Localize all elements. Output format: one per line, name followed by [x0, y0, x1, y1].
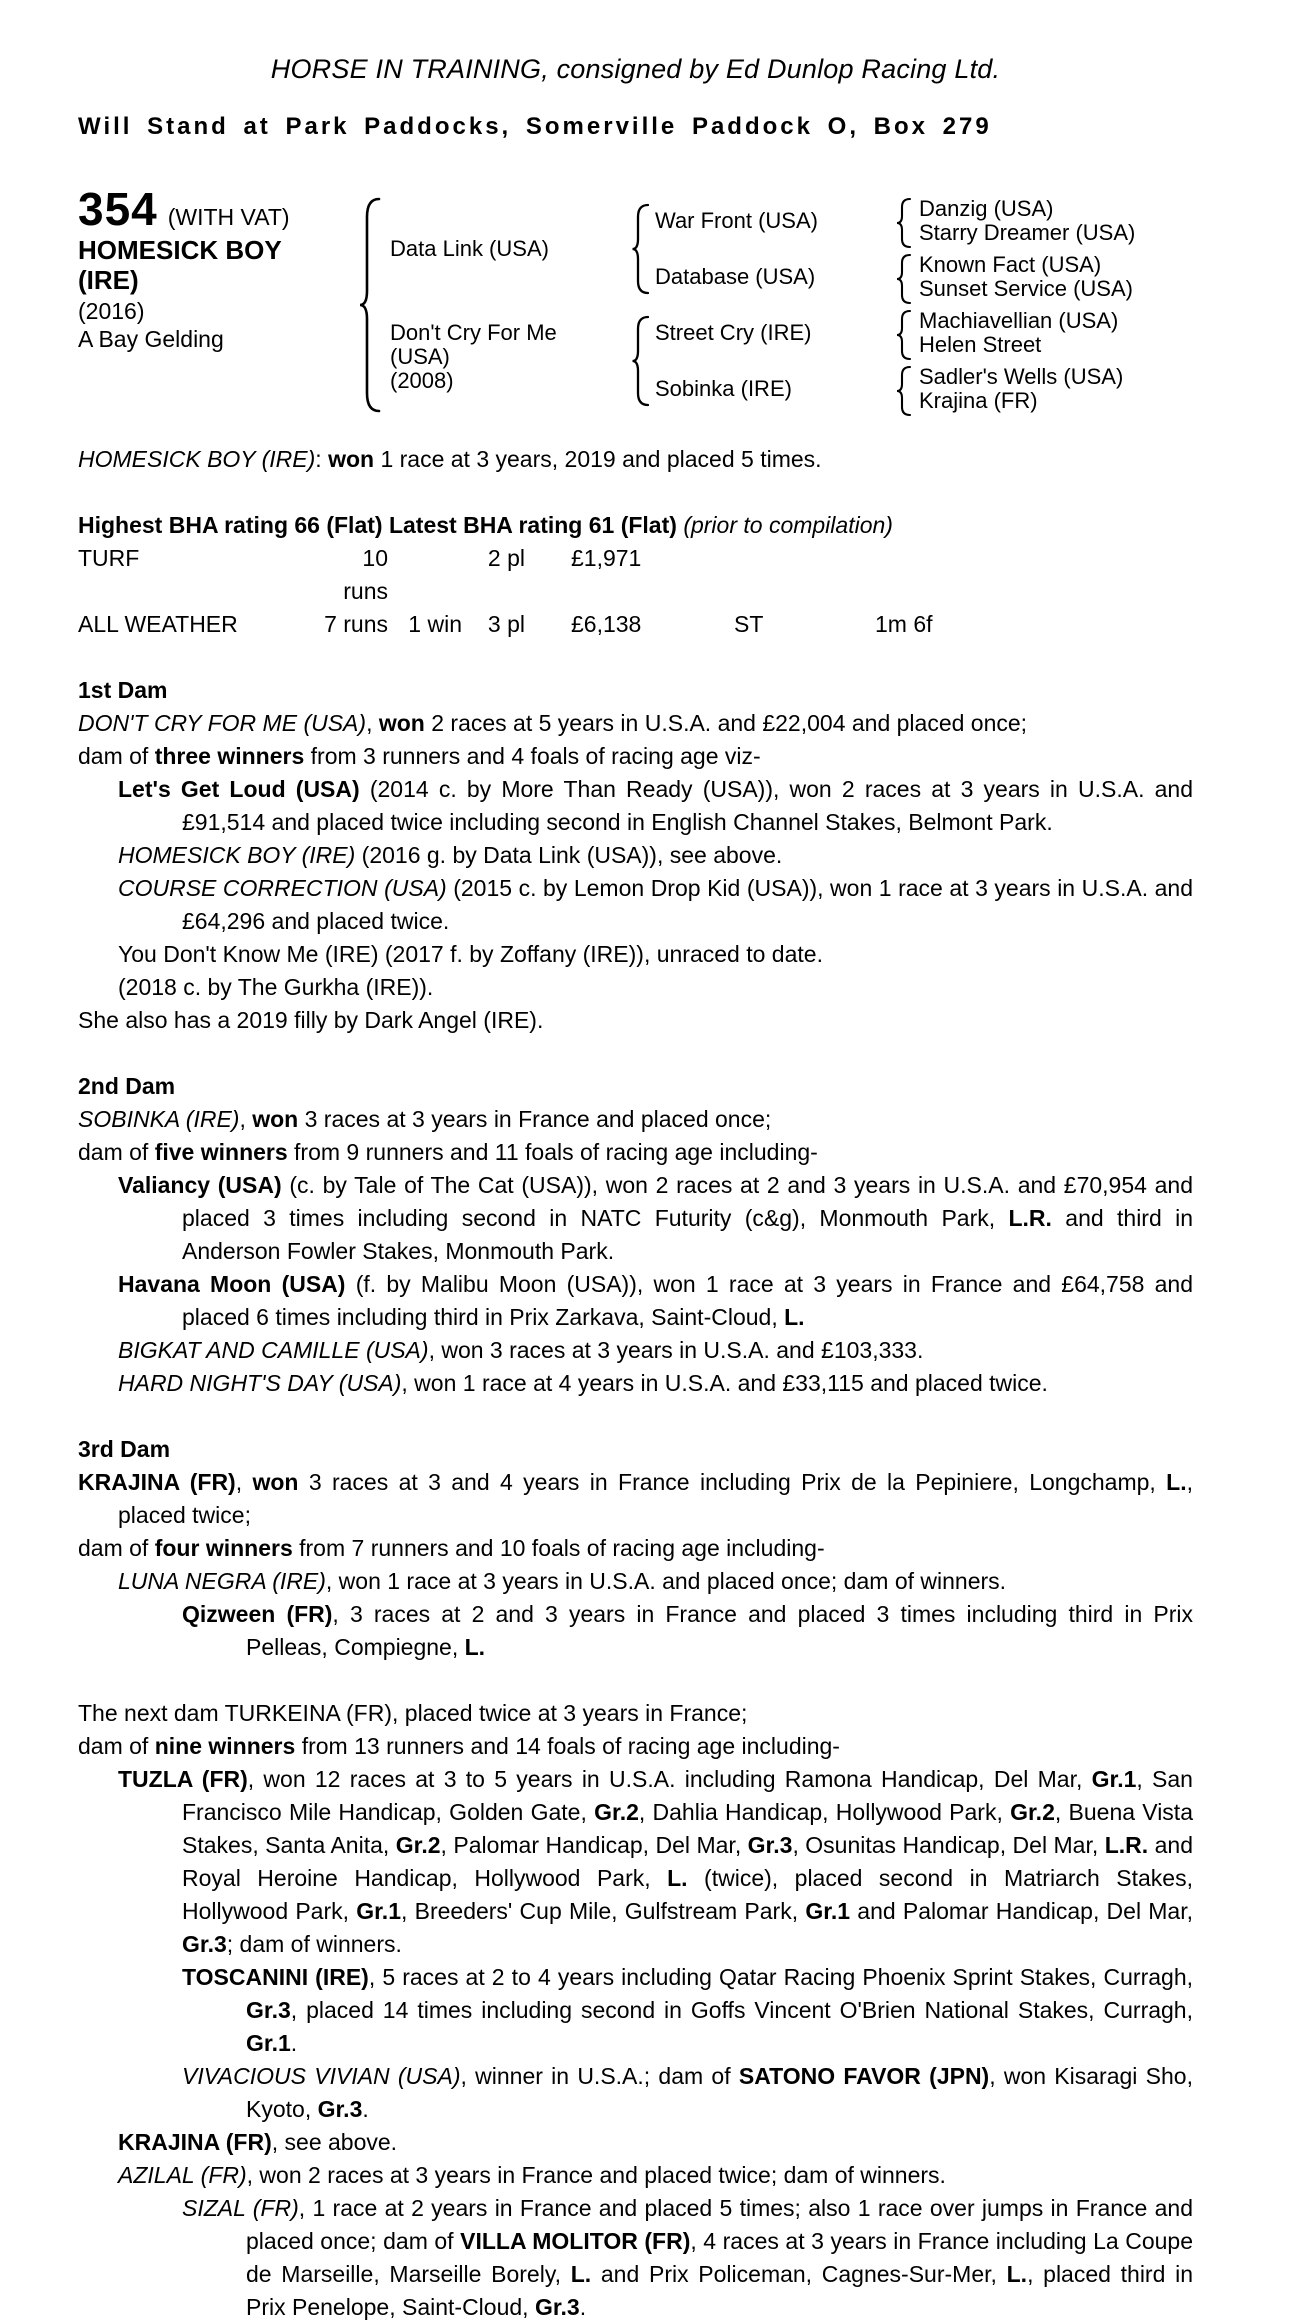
lot-block [78, 183, 368, 353]
stats-wins [388, 542, 462, 608]
pedigree-paragraph [78, 1598, 1193, 1664]
text-segment: 3 races at 3 and 4 years in France including Prix de la Pepiniere, Longchamp, [298, 1469, 1167, 1495]
section-heading: 1st Dam [78, 677, 168, 703]
text-segment: , won 1 race at 3 years in U.S.A. and placed once; dam of winners. [325, 1568, 1007, 1594]
text-segment: , [366, 710, 379, 736]
text-segment: , placed third in Prix Penelope, Saint-Cloud, [246, 2261, 1193, 2320]
text-segment: , won Kisaragi Sho, Kyoto, [246, 2063, 1193, 2122]
pedigree-paragraph [78, 1763, 1193, 1961]
horse-name [78, 235, 368, 295]
text-segment: COURSE CORRECTION (USA) [118, 875, 447, 901]
text-segment: HARD NIGHT'S DAY (USA) [118, 1370, 402, 1396]
pedigree-gen3-name: Street Cry (IRE) [655, 320, 812, 345]
text-segment: TUZLA (FR) [118, 1766, 248, 1792]
text-segment: L. [1006, 2261, 1028, 2287]
text-segment: Gr.1 [1091, 1766, 1137, 1792]
stats-earnings: £1,971 [571, 545, 642, 571]
text-segment: AZILAL (FR) [118, 2162, 247, 2188]
text-segment: , 4 races at 3 years in France including La Coupe de Marseille, Marseille Borely, [246, 2228, 1194, 2287]
text-segment: , [239, 1106, 253, 1132]
pedigree-gen3-name: Database (USA) [655, 264, 816, 289]
race-stats-row [78, 608, 1193, 641]
pedigree-brace-icon [631, 203, 651, 295]
text-segment: , Palomar Handicap, Del Mar, [440, 1832, 748, 1858]
text-segment: L. [667, 1865, 688, 1891]
text-segment: L. [1166, 1469, 1187, 1495]
pedigree-brace-icon [358, 197, 382, 413]
pedigree-gen4-name: Danzig (USA) [919, 196, 1054, 221]
text-segment: (2014 c. by More Than Ready (USA)), won 2 races at 3 years in U.S.A. and £91,514 and placed twice including second in English Channel Stakes, Belmont Park. [182, 776, 1193, 835]
stats-earnings: £6,138 [571, 611, 642, 637]
pedigree-table [78, 183, 1193, 413]
text-segment: (2018 c. by The Gurkha (IRE)). [118, 974, 434, 1000]
pedigree-brace-icon [896, 253, 913, 305]
text-segment: Valiancy (USA) [118, 1172, 282, 1198]
text-segment: Gr.3 [182, 1931, 227, 1957]
pedigree-brace-icon [896, 309, 913, 361]
text-segment: and third in Anderson Fowler Stakes, Monmouth Park. [182, 1205, 1193, 1264]
pedigree-gen4-name: Sunset Service (USA) [919, 276, 1133, 301]
text-segment: , 5 races at 2 to 4 years including Qatar Racing Phoenix Sprint Stakes, Curragh, [368, 1964, 1193, 1990]
pedigree-gen3-name: War Front (USA) [655, 208, 818, 233]
text-segment: L. [464, 1634, 486, 1660]
pedigree-paragraph [78, 971, 1193, 1004]
text-segment: L.R. [1104, 1832, 1149, 1858]
text-segment: won [252, 1106, 299, 1132]
text-segment: dam of [78, 743, 155, 769]
text-segment: from 7 runners and 10 foals of racing age including- [292, 1535, 825, 1561]
text-segment: Gr.3 [317, 2096, 363, 2122]
text-segment: , San Francisco Mile Handicap, Golden Gate, [182, 1766, 1193, 1825]
text-segment: , placed 14 times including second in Goffs Vincent O'Brien National Stakes, Curragh, [290, 1997, 1193, 2023]
text-segment: VIVACIOUS VIVIAN (USA) [182, 2063, 461, 2089]
text-segment: TOSCANINI (IRE) [182, 1964, 369, 1990]
text-segment: Let's Get Loud (USA) [118, 776, 360, 802]
race-stats-row [78, 542, 1193, 608]
text-segment: Gr.3 [534, 2294, 580, 2320]
text-segment: from 3 runners and 4 foals of racing age viz- [304, 743, 761, 769]
pedigree-paragraph [78, 1961, 1193, 2060]
pedigree-dam-line3: (2008) [390, 368, 454, 393]
text-segment: , [235, 1469, 253, 1495]
dam-section [78, 1070, 1193, 1400]
text-segment: , won 2 races at 3 years in France and placed twice; dam of winners. [246, 2162, 946, 2188]
text-segment: LUNA NEGRA (IRE) [118, 1568, 326, 1594]
text-segment: dam of [78, 1139, 155, 1165]
section-heading: 3rd Dam [78, 1436, 171, 1462]
pedigree-paragraph [78, 1466, 1193, 1532]
stats-distance: 1m 6f [875, 611, 933, 637]
pedigree-paragraph [78, 1103, 1193, 1136]
text-segment: BIGKAT AND CAMILLE (USA) [118, 1337, 429, 1363]
text-segment: VILLA MOLITOR (FR) [460, 2228, 691, 2254]
pedigree-paragraph [78, 1268, 1193, 1334]
stats-runs: 10 runs [343, 545, 388, 604]
stats-places: 3 pl [487, 611, 525, 637]
pedigree-paragraph [78, 2192, 1193, 2324]
text-segment: KRAJINA (FR) [78, 1469, 236, 1495]
stats-st: ST [734, 611, 764, 637]
text-segment: , won 3 races at 3 years in U.S.A. and £103,333. [428, 1337, 924, 1363]
pedigree-gen3-name: Sobinka (IRE) [655, 376, 792, 401]
text-segment: and Palomar Handicap, Del Mar, [850, 1898, 1194, 1924]
text-segment: Gr.2 [1010, 1799, 1055, 1825]
text-segment: (prior to compilation) [683, 512, 893, 538]
pedigree-paragraph [78, 1532, 1193, 1565]
pedigree-dam-line1: Don't Cry For Me [390, 320, 557, 345]
text-segment: from 13 runners and 14 foals of racing age including- [295, 1733, 840, 1759]
text-segment: SATONO FAVOR (JPN) [738, 2063, 990, 2089]
text-segment: ; dam of winners. [226, 1931, 402, 1957]
text-segment: Qizween (FR) [182, 1601, 333, 1627]
lot-number: 354 [78, 183, 158, 235]
pedigree-paragraph [78, 1136, 1193, 1169]
pedigree-brace-icon [631, 315, 651, 407]
stats-runs: 7 runs [324, 611, 388, 637]
text-segment: (2015 c. by Lemon Drop Kid (USA)), won 1 race at 3 years in U.S.A. and £64,296 and placed twice. [182, 875, 1194, 934]
text-segment: won [328, 446, 375, 472]
text-segment: . [290, 2030, 298, 2056]
text-segment: You Don't Know Me (IRE) (2017 f. by Zoffany (IRE)), unraced to date. [118, 941, 823, 967]
text-segment: , Breeders' Cup Mile, Gulfstream Park, [401, 1898, 806, 1924]
text-segment: from 9 runners and 11 foals of racing age including- [287, 1139, 818, 1165]
text-segment: , placed twice; [118, 1469, 1193, 1528]
section-heading: 2nd Dam [78, 1073, 176, 1099]
text-segment: SIZAL (FR) [182, 2195, 299, 2221]
text-segment: , see above. [271, 2129, 398, 2155]
text-segment: . [579, 2294, 587, 2320]
text-segment: and Prix Policeman, Cagnes-Sur-Mer, [591, 2261, 1007, 2287]
text-segment: Gr.1 [356, 1898, 401, 1924]
text-segment: The next dam TURKEINA (FR), placed twice at 3 years in France; [78, 1700, 748, 1726]
pedigree-gen4-name: Sadler's Wells (USA) [919, 364, 1124, 389]
stats-surface: ALL WEATHER [78, 611, 238, 637]
pedigree-paragraph [78, 872, 1193, 938]
text-segment: HOMESICK BOY (IRE) [78, 446, 316, 472]
text-segment: (twice), placed second in Matriarch Stakes, Hollywood Park, [182, 1865, 1193, 1924]
text-segment: and Royal Heroine Handicap, Hollywood Park, [182, 1832, 1194, 1891]
text-segment: 2 races at 5 years in U.S.A. and £22,004 and placed once; [424, 710, 1028, 736]
text-segment: Highest BHA rating 66 (Flat) Latest BHA rating 61 (Flat) [78, 512, 684, 538]
bha-rating-heading [78, 509, 1193, 542]
text-segment: , 3 races at 2 and 3 years in France and placed 3 times including third in Prix Pelleas, Compiegne, [246, 1601, 1193, 1660]
dam-section [78, 1697, 1193, 2324]
text-segment: HOMESICK BOY (IRE) [118, 842, 356, 868]
pedigree-dam-line2: (USA) [390, 344, 450, 369]
text-segment: 1 race at 3 years, 2019 and placed 5 times. [374, 446, 822, 472]
pedigree-gen4-name: Starry Dreamer (USA) [919, 220, 1136, 245]
text-segment: Gr.2 [395, 1832, 441, 1858]
race-record-line [78, 443, 1193, 476]
dam-sections [78, 674, 1193, 2324]
pedigree-paragraph [78, 1367, 1193, 1400]
text-segment: , winner in U.S.A.; dam of [460, 2063, 739, 2089]
pedigree-paragraph [78, 1169, 1193, 1268]
text-segment: , won 1 race at 4 years in U.S.A. and £33,115 and placed twice. [401, 1370, 1048, 1396]
pedigree-paragraph [78, 1730, 1193, 1763]
text-segment: L. [784, 1304, 805, 1330]
text-segment: four winners [154, 1535, 293, 1561]
text-segment: DON'T CRY FOR ME (USA) [78, 710, 367, 736]
stats-surface: TURF [78, 545, 140, 571]
dam-section [78, 1433, 1193, 1664]
text-segment: nine winners [154, 1733, 296, 1759]
page-title: HORSE IN TRAINING, consigned by Ed Dunlop Racing Ltd. [270, 54, 1001, 84]
pedigree-paragraph [78, 2126, 1193, 2159]
pedigree-sire: Data Link (USA) [390, 236, 549, 261]
text-segment: : [315, 446, 329, 472]
pedigree-paragraph [78, 773, 1193, 839]
pedigree-brace-icon [896, 365, 913, 417]
text-segment: five winners [154, 1139, 288, 1165]
text-segment: Gr.3 [246, 1997, 291, 2023]
foaling-year: (2016) [78, 298, 145, 324]
text-segment: won [378, 710, 425, 736]
text-segment: dam of [78, 1535, 155, 1561]
horse-name-line1: HOMESICK BOY [78, 235, 282, 265]
pedigree-gen4-name: Machiavellian (USA) [919, 308, 1119, 333]
stats-wins: 1 win [408, 611, 462, 637]
text-segment: , 1 race at 2 years in France and placed 5 times; also 1 race over jumps in France and placed once; dam of [246, 2195, 1193, 2254]
text-segment: Gr.2 [594, 1799, 639, 1825]
text-segment: KRAJINA (FR) [118, 2129, 272, 2155]
lot-vat-note: (WITH VAT) [167, 204, 290, 230]
pedigree-paragraph [78, 2159, 1193, 2192]
text-segment: dam of [78, 1733, 155, 1759]
pedigree-gen4-name: Krajina (FR) [919, 388, 1038, 413]
pedigree-paragraph [78, 740, 1193, 773]
text-segment: (2016 g. by Data Link (USA)), see above. [355, 842, 783, 868]
stand-location-line: Will Stand at Park Paddocks, Somerville Paddock O, Box 279 [78, 113, 992, 140]
text-segment: Gr.1 [246, 2030, 291, 2056]
pedigree-paragraph [78, 938, 1193, 971]
text-segment: , Dahlia Handicap, Hollywood Park, [638, 1799, 1011, 1825]
pedigree-paragraph [78, 839, 1193, 872]
bha-rating-block [78, 509, 1193, 641]
text-segment: three winners [154, 743, 305, 769]
horse-name-line2: (IRE) [78, 265, 139, 295]
dam-section [78, 674, 1193, 1037]
text-segment: , won 12 races at 3 to 5 years in U.S.A. including Ramona Handicap, Del Mar, [247, 1766, 1092, 1792]
pedigree-paragraph [78, 707, 1193, 740]
text-segment: . [362, 2096, 369, 2122]
stats-places: 2 pl [487, 545, 525, 571]
pedigree-gen4-name: Helen Street [919, 332, 1042, 357]
pedigree-gen4-name: Known Fact (USA) [919, 252, 1102, 277]
text-segment: , Buena Vista Stakes, Santa Anita, [182, 1799, 1193, 1858]
pedigree-paragraph [78, 1565, 1193, 1598]
text-segment: SOBINKA (IRE) [78, 1106, 240, 1132]
stats-st [734, 542, 875, 608]
text-segment: Gr.3 [747, 1832, 793, 1858]
horse-description: A Bay Gelding [78, 326, 224, 352]
pedigree-paragraph [78, 1334, 1193, 1367]
text-segment: (f. by Malibu Moon (USA)), won 1 race at 3 years in France and £64,758 and placed 6 times including third in Prix Zarkava, Saint-Cloud, [182, 1271, 1194, 1330]
text-segment: L. [570, 2261, 592, 2287]
text-segment: (c. by Tale of The Cat (USA)), won 2 races at 2 and 3 years in U.S.A. and £70,954 and placed 3 times including second in NATC Futurity (c&g), Monmouth Park, [182, 1172, 1193, 1231]
pedigree-brace-icon [896, 197, 913, 249]
text-segment: She also has a 2019 filly by Dark Angel (IRE). [78, 1007, 544, 1033]
pedigree-dam [390, 321, 557, 393]
pedigree-paragraph [78, 1004, 1193, 1037]
pedigree-paragraph [78, 2060, 1193, 2126]
text-segment: Gr.1 [805, 1898, 851, 1924]
pedigree-paragraph [78, 1697, 1193, 1730]
text-segment: Havana Moon (USA) [118, 1271, 346, 1297]
text-segment: , Osunitas Handicap, Del Mar, [792, 1832, 1105, 1858]
text-segment: won [252, 1469, 299, 1495]
stats-distance [875, 542, 1193, 608]
text-segment: 3 races at 3 years in France and placed once; [298, 1106, 772, 1132]
text-segment: L.R. [1008, 1205, 1052, 1231]
